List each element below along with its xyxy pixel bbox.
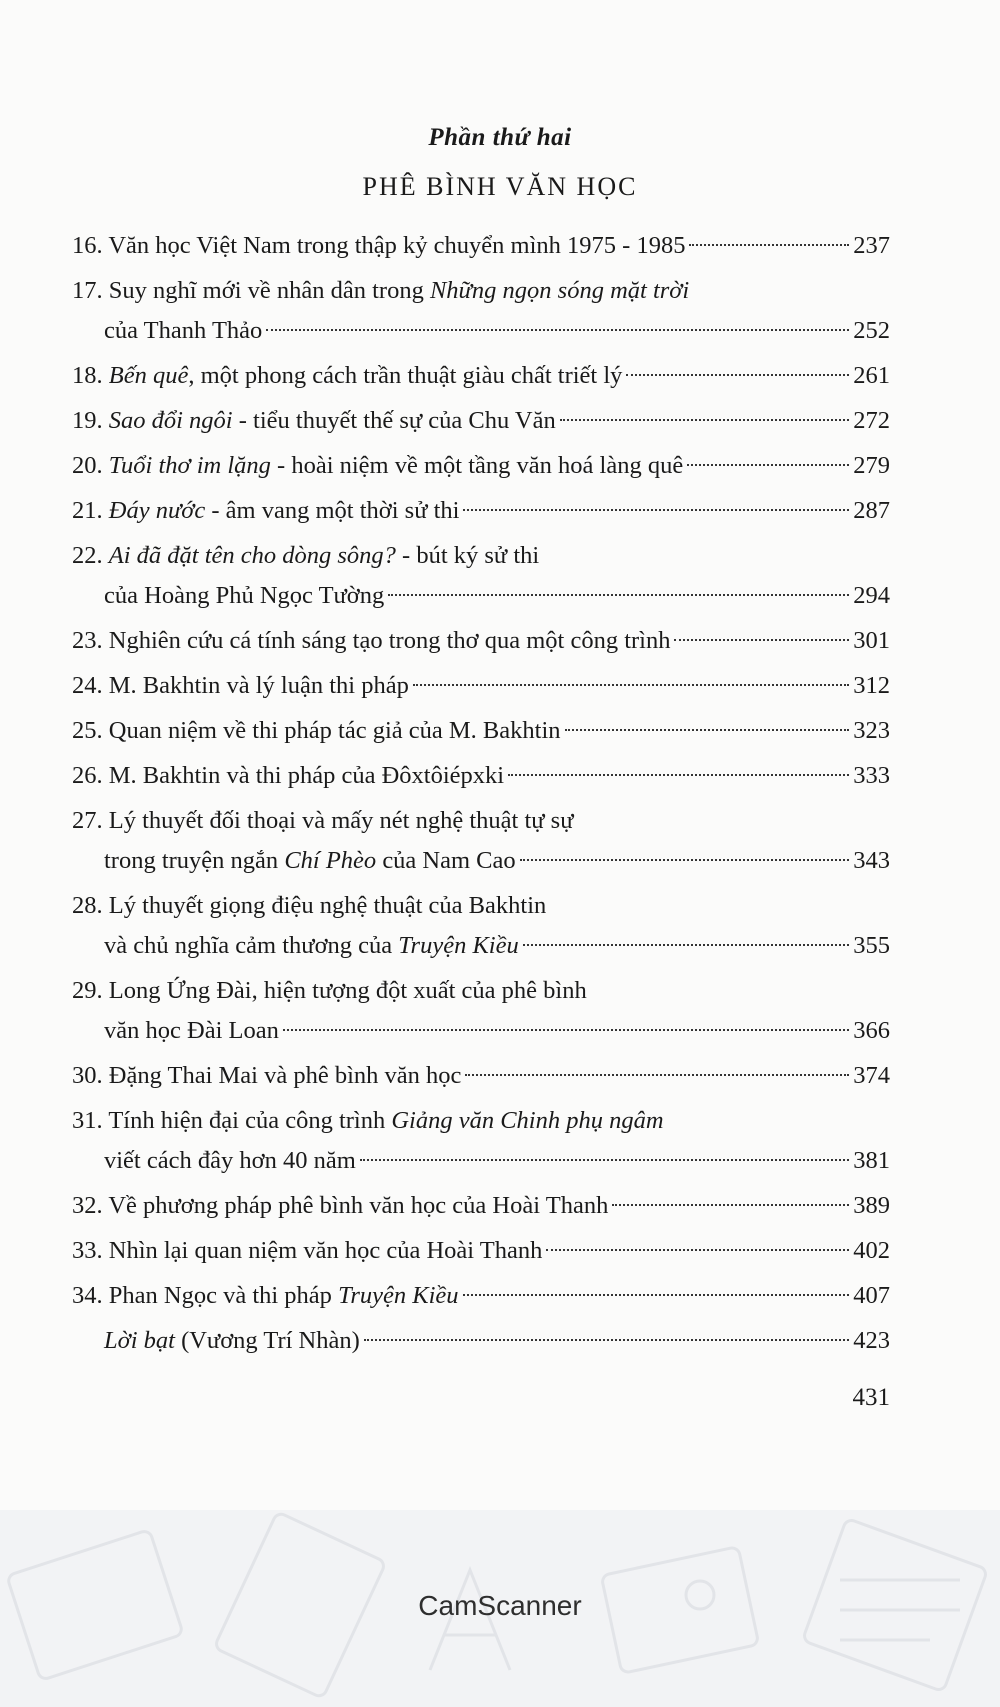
toc-page: 381 — [853, 1147, 890, 1174]
leader-dots — [626, 374, 849, 376]
leader-dots — [266, 329, 849, 331]
leader-dots — [463, 1294, 850, 1296]
toc-entry: 26. M. Bakhtin và thi pháp của Đôxtôiépxki 333 — [72, 756, 890, 801]
table-of-contents — [72, 226, 890, 1366]
toc-page: 423 — [853, 1327, 890, 1354]
leader-dots — [560, 419, 850, 421]
toc-entry: 22. Ai đã đặt tên cho dòng sông? - bút ký sử thi của Hoàng Phủ Ngọc Tường 294 — [72, 536, 890, 621]
camscanner-watermark: CamScanner — [418, 1590, 582, 1621]
leader-dots — [520, 859, 850, 861]
toc-entry: 29. Long Ứng Đài, hiện tượng đột xuất của phê bình văn học Đài Loan 366 — [72, 971, 890, 1056]
toc-page: 287 — [853, 497, 890, 524]
toc-entry: 24. M. Bakhtin và lý luận thi pháp 312 — [72, 666, 890, 711]
page-number: 431 — [852, 1384, 890, 1411]
toc-page: 343 — [853, 847, 890, 874]
part-title: Phần thứ hai — [428, 124, 572, 151]
leader-dots — [687, 464, 849, 466]
leader-dots — [388, 594, 849, 596]
toc-page: 312 — [853, 672, 890, 699]
toc-entry: 27. Lý thuyết đối thoại và mấy nét nghệ thuật tự sự trong truyện ngắn Chí Phèo của Nam Cao 343 — [72, 801, 890, 886]
section-title: PHÊ BÌNH VĂN HỌC — [362, 172, 638, 201]
toc-entry: Lời bạt (Vương Trí Nhàn) 423 — [72, 1321, 890, 1366]
toc-page: 252 — [853, 317, 890, 344]
scanner-footer — [0, 1510, 1000, 1707]
toc-page: 374 — [853, 1062, 890, 1089]
toc-entry: 32. Về phương pháp phê bình văn học của Hoài Thanh 389 — [72, 1186, 890, 1231]
toc-page: 261 — [853, 362, 890, 389]
leader-dots — [612, 1204, 849, 1206]
leader-dots — [364, 1339, 849, 1341]
toc-page: 389 — [853, 1192, 890, 1219]
toc-entry: 18. Bến quê, một phong cách trần thuật giàu chất triết lý 261 — [72, 356, 890, 401]
leader-dots — [674, 639, 849, 641]
toc-entry: 28. Lý thuyết giọng điệu nghệ thuật của Bakhtin và chủ nghĩa cảm thương của Truyện Kiều 355 — [72, 886, 890, 971]
leader-dots — [565, 729, 850, 731]
leader-dots — [508, 774, 849, 776]
toc-entry: 30. Đặng Thai Mai và phê bình văn học 374 — [72, 1056, 890, 1101]
toc-page: 294 — [853, 582, 890, 609]
toc-page: 279 — [853, 452, 890, 479]
leader-dots — [465, 1074, 849, 1076]
toc-entry: 17. Suy nghĩ mới về nhân dân trong Những ngọn sóng mặt trời của Thanh Thảo 252 — [72, 271, 890, 356]
toc-page: 237 — [853, 232, 890, 259]
toc-page: 333 — [853, 762, 890, 789]
toc-page: 272 — [853, 407, 890, 434]
leader-dots — [689, 244, 849, 246]
toc-entry: 31. Tính hiện đại của công trình Giảng văn Chinh phụ ngâm viết cách đây hơn 40 năm 381 — [72, 1101, 890, 1186]
leader-dots — [360, 1159, 850, 1161]
toc-page: 301 — [853, 627, 890, 654]
toc-entry: 20. Tuổi thơ im lặng - hoài niệm về một tầng văn hoá làng quê 279 — [72, 446, 890, 491]
leader-dots — [463, 509, 849, 511]
leader-dots — [283, 1029, 849, 1031]
toc-page: 366 — [853, 1017, 890, 1044]
toc-page: 355 — [853, 932, 890, 959]
toc-entry: 33. Nhìn lại quan niệm văn học của Hoài Thanh 402 — [72, 1231, 890, 1276]
leader-dots — [546, 1249, 849, 1251]
toc-entry: 19. Sao đổi ngôi - tiểu thuyết thế sự của Chu Văn 272 — [72, 401, 890, 446]
toc-page: 402 — [853, 1237, 890, 1264]
toc-entry: 23. Nghiên cứu cá tính sáng tạo trong thơ qua một công trình 301 — [72, 621, 890, 666]
toc-entry: 25. Quan niệm về thi pháp tác giả của M. Bakhtin 323 — [72, 711, 890, 756]
toc-entry: 16. Văn học Việt Nam trong thập kỷ chuyển mình 1975 - 1985 237 — [72, 226, 890, 271]
toc-entry: 21. Đáy nước - âm vang một thời sử thi 287 — [72, 491, 890, 536]
toc-entry: 34. Phan Ngọc và thi pháp Truyện Kiều 407 — [72, 1276, 890, 1321]
toc-page: 407 — [853, 1282, 890, 1309]
toc-page: 323 — [853, 717, 890, 744]
leader-dots — [523, 944, 850, 946]
leader-dots — [413, 684, 849, 686]
